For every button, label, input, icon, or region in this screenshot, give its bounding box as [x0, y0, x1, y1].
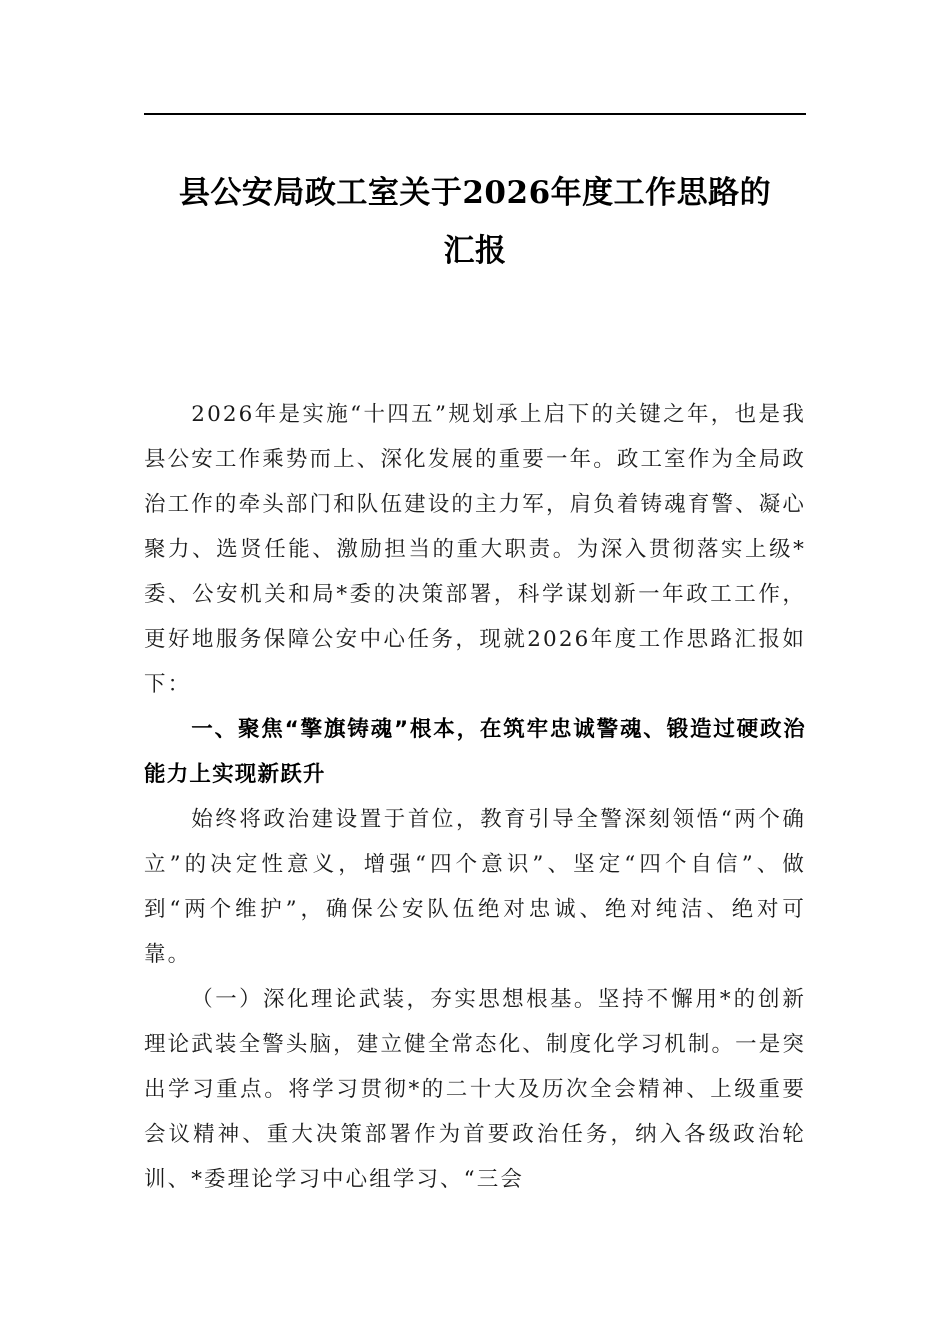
- document-title: [144, 164, 806, 280]
- subsection-1-body: 坚持不懈用*的创新理论武装全警头脑，建立健全常态化、制度化学习机制。一是突出学习重点。将学习贯彻*的二十大及历次全会精神、上级重要会议精神、重大决策部署作为首要政治任务，纳入各级政治轮训、*委理论学习中心组学习、“三会: [144, 987, 807, 1192]
- header-rule: [144, 113, 806, 115]
- document-body: [144, 392, 806, 1202]
- section-1-paragraph: 始终将政治建设置于首位，教育引导全警深刻领悟“两个确立”的决定性意义，增强“四个意识”、坚定“四个自信”、做到“两个维护”，确保公安队伍绝对忠诚、绝对纯洁、绝对可靠。: [144, 807, 806, 967]
- subsection-1-paragraph: [144, 977, 806, 1202]
- title-line-1: 县公安局政工室关于2026年度工作思路的: [178, 175, 772, 211]
- title-line-2: 汇报: [443, 233, 507, 269]
- section-1-heading: 一、聚焦“擎旗铸魂”根本，在筑牢忠诚警魂、锻造过硬政治能力上实现新跃升: [144, 717, 806, 787]
- intro-paragraph: 2026年是实施“十四五”规划承上启下的关键之年，也是我县公安工作乘势而上、深化发展的重要一年。政工室作为全局政治工作的牵头部门和队伍建设的主力军，肩负着铸魂育警、凝心聚力、选贤任能、激励担当的重大职责。为深入贯彻落实上级*委、公安机关和局*委的决策部署，科学谋划新一年政工工作，更好地服务保障公安中心任务，现就2026年度工作思路汇报如下：: [144, 402, 806, 697]
- subsection-1-heading: （一）深化理论武装，夯实思想根基。: [191, 987, 598, 1012]
